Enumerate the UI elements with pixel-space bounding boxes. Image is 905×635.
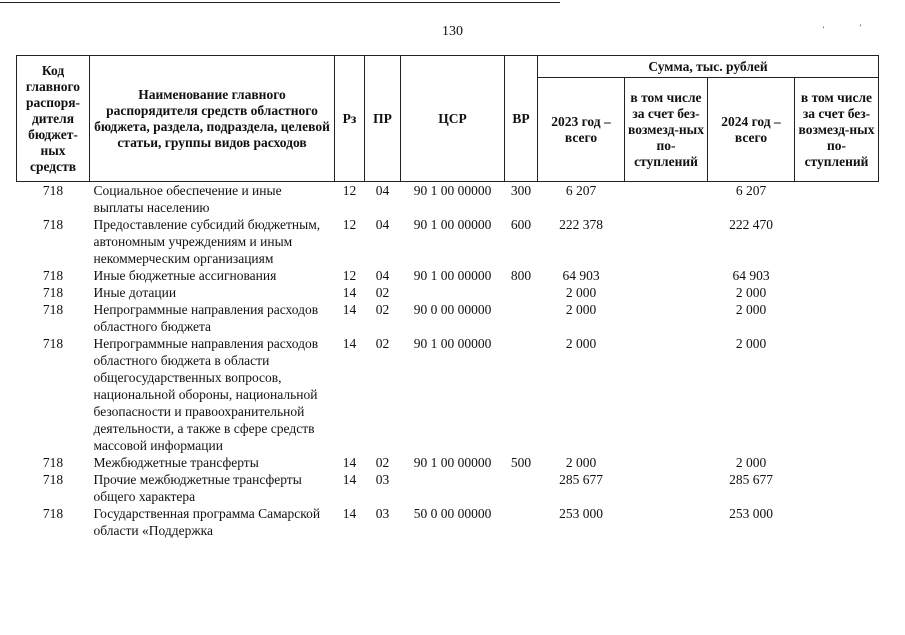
cell-name: Межбюджетные трансферты [93,455,259,470]
cell-csr: 90 1 00 00000 [413,336,492,351]
cell-pr: 03 [375,472,390,487]
cell-2024-total: 2 000 [735,455,767,470]
header-vr: ВР [505,56,538,182]
corner-mark: ' [823,25,825,34]
cell-rz: 14 [342,285,357,300]
cell-csr: 90 1 00 00000 [413,455,492,470]
header-2023-total: 2023 год – всего [538,78,625,182]
cell-2023-gratuitous [625,182,708,217]
cell-2023-total: 2 000 [565,302,597,317]
cell-2024-gratuitous [795,454,879,471]
cell-name: Государственная программа Самарской области «Поддержка [93,506,321,538]
cell-pr: 04 [375,183,390,198]
header-pr: ПР [365,56,401,182]
cell-2023-gratuitous [625,284,708,301]
table-row [17,284,879,301]
cell-2024-gratuitous [795,216,879,267]
cell-pr: 02 [375,285,390,300]
cell-2024-total: 6 207 [735,183,767,198]
cell-2023-gratuitous [625,505,708,539]
cell-2024-gratuitous [795,301,879,335]
cell-pr: 03 [375,506,390,521]
cell-2023-total: 6 207 [565,183,597,198]
cell-vr: 500 [510,455,532,470]
cell-rz: 14 [342,472,357,487]
header-sum-group: Сумма, тыс. рублей [538,56,879,78]
cell-2023-gratuitous [625,454,708,471]
table-row [17,267,879,284]
cell-2024-gratuitous [795,471,879,505]
cell-2023-total: 2 000 [565,455,597,470]
cell-csr [401,471,505,505]
cell-name: Социальное обеспечение и иные выплаты населению [93,183,282,215]
cell-pr: 02 [375,336,390,351]
cell-csr [401,284,505,301]
cell-2024-total: 2 000 [735,336,767,351]
cell-2023-gratuitous [625,301,708,335]
table-row [17,182,879,217]
cell-vr [505,471,538,505]
header-csr: ЦСР [401,56,505,182]
top-rule [0,2,560,3]
cell-2024-total: 222 470 [729,217,773,232]
cell-2023-total: 253 000 [559,506,603,521]
cell-2024-total: 64 903 [732,268,770,283]
cell-pr: 04 [375,217,390,232]
cell-2023-gratuitous [625,471,708,505]
cell-2023-gratuitous [625,267,708,284]
cell-2023-gratuitous [625,216,708,267]
cell-code: 718 [42,455,64,470]
cell-rz: 12 [342,183,357,198]
cell-2023-total: 64 903 [562,268,600,283]
cell-rz: 14 [342,455,357,470]
cell-code: 718 [42,472,64,487]
budget-table [16,55,879,539]
cell-name: Иные дотации [93,285,177,300]
cell-rz: 14 [342,302,357,317]
cell-csr: 90 1 00 00000 [413,217,492,232]
header-2023-gratuitous: в том числе за счет без-возмезд-ных по-ступлений [625,78,708,182]
cell-2024-gratuitous [795,284,879,301]
cell-2024-total: 2 000 [735,302,767,317]
table-row [17,471,879,505]
cell-name: Предоставление субсидий бюджетным, автономным учреждениям и иным некоммерческим организациям [93,217,321,266]
cell-pr: 04 [375,268,390,283]
cell-code: 718 [42,217,64,232]
table-row [17,454,879,471]
cell-2023-total: 2 000 [565,336,597,351]
table-row [17,505,879,539]
cell-name: Непрограммные направления расходов областного бюджета в области общегосударственных вопросов, национальной обороны, национальной безопасности и правоохранительной деятельности, а также в сфере средств массовой информации [93,336,319,453]
cell-2024-total: 285 677 [729,472,773,487]
cell-code: 718 [42,183,64,198]
cell-vr [505,505,538,539]
cell-2024-gratuitous [795,267,879,284]
cell-csr: 90 0 00 00000 [413,302,492,317]
cell-code: 718 [42,268,64,283]
cell-2024-total: 2 000 [735,285,767,300]
header-2024-total: 2024 год – всего [708,78,795,182]
header-2024-gratuitous: в том числе за счет без-возмезд-ных по-ступлений [795,78,879,182]
cell-2023-total: 285 677 [559,472,603,487]
table-row [17,216,879,267]
cell-2024-gratuitous [795,505,879,539]
cell-code: 718 [42,302,64,317]
cell-2023-gratuitous [625,335,708,454]
cell-code: 718 [42,336,64,351]
cell-pr: 02 [375,455,390,470]
cell-rz: 14 [342,506,357,521]
table-row [17,335,879,454]
page-number: 130 [442,24,463,39]
cell-rz: 12 [342,268,357,283]
cell-2024-gratuitous [795,335,879,454]
cell-vr: 800 [510,268,532,283]
cell-2024-total: 253 000 [729,506,773,521]
table-header [17,56,879,182]
cell-pr: 02 [375,302,390,317]
cell-csr: 90 1 00 00000 [413,183,492,198]
cell-vr [505,284,538,301]
cell-name: Непрограммные направления расходов областного бюджета [93,302,319,334]
cell-2024-gratuitous [795,182,879,217]
table-row [17,301,879,335]
header-code: Код главного распоря-дителя бюджет-ных средств [17,56,90,182]
cell-name: Прочие межбюджетные трансферты общего характера [93,472,302,504]
header-rz: Рз [335,56,365,182]
cell-vr: 300 [510,183,532,198]
cell-vr [505,335,538,454]
cell-vr: 600 [510,217,532,232]
corner-mark: ' [860,23,862,32]
table-body [17,182,879,540]
cell-code: 718 [42,506,64,521]
cell-vr [505,301,538,335]
cell-rz: 12 [342,217,357,232]
cell-csr: 90 1 00 00000 [413,268,492,283]
cell-csr: 50 0 00 00000 [413,506,492,521]
cell-2023-total: 2 000 [565,285,597,300]
header-name: Наименование главного распорядителя средств областного бюджета, раздела, подраздела, целевой статьи, группы видов расходов [90,56,335,182]
cell-2023-total: 222 378 [559,217,603,232]
cell-name: Иные бюджетные ассигнования [93,268,277,283]
cell-code: 718 [42,285,64,300]
cell-rz: 14 [342,336,357,351]
